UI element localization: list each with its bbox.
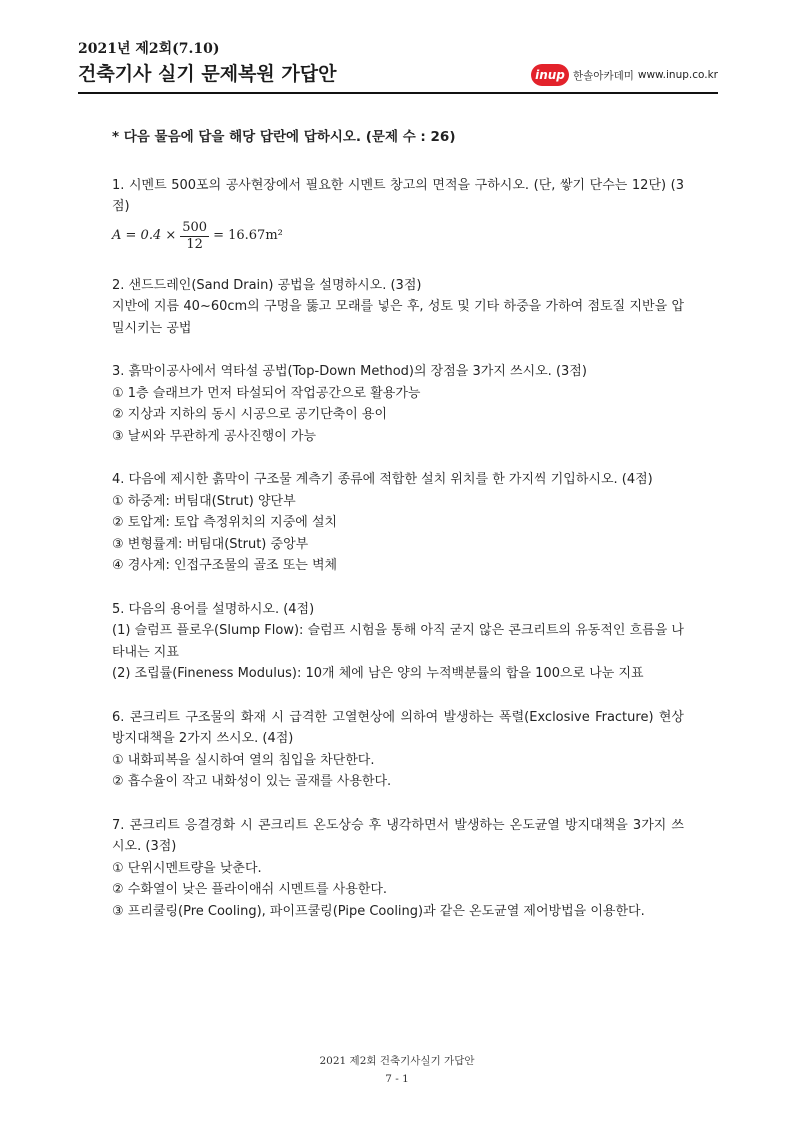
question-4 [112,469,684,577]
page-number: 7 - 1 [385,1073,409,1085]
question-text: 6. 콘크리트 구조물의 화재 시 급격한 고열현상에 의하여 발생하는 폭렬(Exclosive Fracture) 현상 방지대책을 2가지 쓰시오. (4점) [112,709,684,746]
answer-item: (2) 조립률(Fineness Modulus): 10개 체에 남은 양의 누적백분률의 합을 100으로 나눈 지표 [112,666,644,681]
question-7 [112,815,684,923]
answer-item: ④ 경사계: 인접구조물의 골조 또는 벽체 [112,558,338,573]
answer-item: ② 흡수율이 작고 내화성이 있는 골재를 사용한다. [112,774,392,789]
fraction-numerator: 500 [182,219,208,235]
formula-fraction [180,220,209,253]
fraction-denominator: 12 [186,236,203,252]
answer-item: ③ 변형률계: 버팀대(Strut) 중앙부 [112,536,309,552]
formula-rhs: = 16.67m² [213,228,283,244]
answer-item: ③ 프리쿨링(Pre Cooling), 파이프쿨링(Pipe Cooling)과 같은 온도균열 제어방법을 이용한다. [112,903,645,919]
brand-url: www.inup.co.kr [637,69,718,81]
header-divider [78,92,718,94]
answer-item: (1) 슬럼프 플로우(Slump Flow): 슬럼프 시험을 통해 아직 굳지 않은 콘크리트의 유동적인 흐름을 나타내는 지표 [112,623,684,660]
question-3 [112,361,684,447]
answer-item: ③ 날씨와 무관하게 공사진행이 가능 [112,428,316,444]
answer-item: ① 내화피복을 실시하여 열의 침입을 차단한다. [112,752,375,768]
exam-session: 2021년 제2회(7.10) [78,41,220,57]
brand-block [531,64,718,86]
inup-logo: inup [531,64,569,86]
document-title: 건축기사 실기 문제복원 가답안 [78,63,337,85]
question-text: 2. 샌드드레인(Sand Drain) 공법을 설명하시오. (3점) [112,277,422,293]
page-footer [0,1052,794,1088]
answer-item: ② 토압계: 토압 측정위치의 지중에 설치 [112,515,338,530]
answer-item: ① 단위시멘트량을 낮춘다. [112,860,262,876]
answer-formula [112,220,684,253]
answer-item: ② 지상과 지하의 동시 시공으로 공기단축이 용이 [112,407,388,422]
brand-name: 한솔아카데미 [573,69,634,82]
document-body [112,127,684,944]
question-text: 1. 시멘트 500포의 공사현장에서 필요한 시멘트 창고의 면적을 구하시오. (단, 쌓기 단수는 12단) (3점) [112,177,684,214]
question-text: 7. 콘크리트 응결경화 시 콘크리트 온도상승 후 냉각하면서 발생하는 온도균열 방지대책을 3가지 쓰시오. (3점) [112,817,684,854]
question-text: 5. 다음의 용어를 설명하시오. (4점) [112,601,315,617]
formula-lhs: A = 0.4 × [112,228,177,244]
instruction-text: * 다음 물음에 답을 해당 답란에 답하시오. (문제 수 : 26) [112,129,456,145]
question-text: 4. 다음에 제시한 흙막이 구조물 계측기 종류에 적합한 설치 위치를 한 가지씩 기입하시오. (4점) [112,472,653,487]
question-6 [112,707,684,793]
answer-item: ① 하중계: 버팀대(Strut) 양단부 [112,493,296,509]
answer-text: 지반에 지름 40~60cm의 구멍을 뚫고 모래를 넣은 후, 성토 및 기타 하중을 가하여 점토질 지반을 압밀시키는 공법 [112,299,684,336]
answer-item: ① 1층 슬래브가 먼저 타설되어 작업공간으로 활용가능 [112,385,421,401]
question-5 [112,599,684,685]
question-1 [112,175,684,253]
question-2 [112,275,684,340]
footer-title: 2021 제2회 건축기사실기 가답안 [319,1055,475,1067]
answer-item: ② 수화열이 낮은 플라이애쉬 시멘트를 사용한다. [112,882,388,897]
question-text: 3. 흙막이공사에서 역타설 공법(Top-Down Method)의 장점을 3가지 쓰시오. (3점) [112,364,587,379]
